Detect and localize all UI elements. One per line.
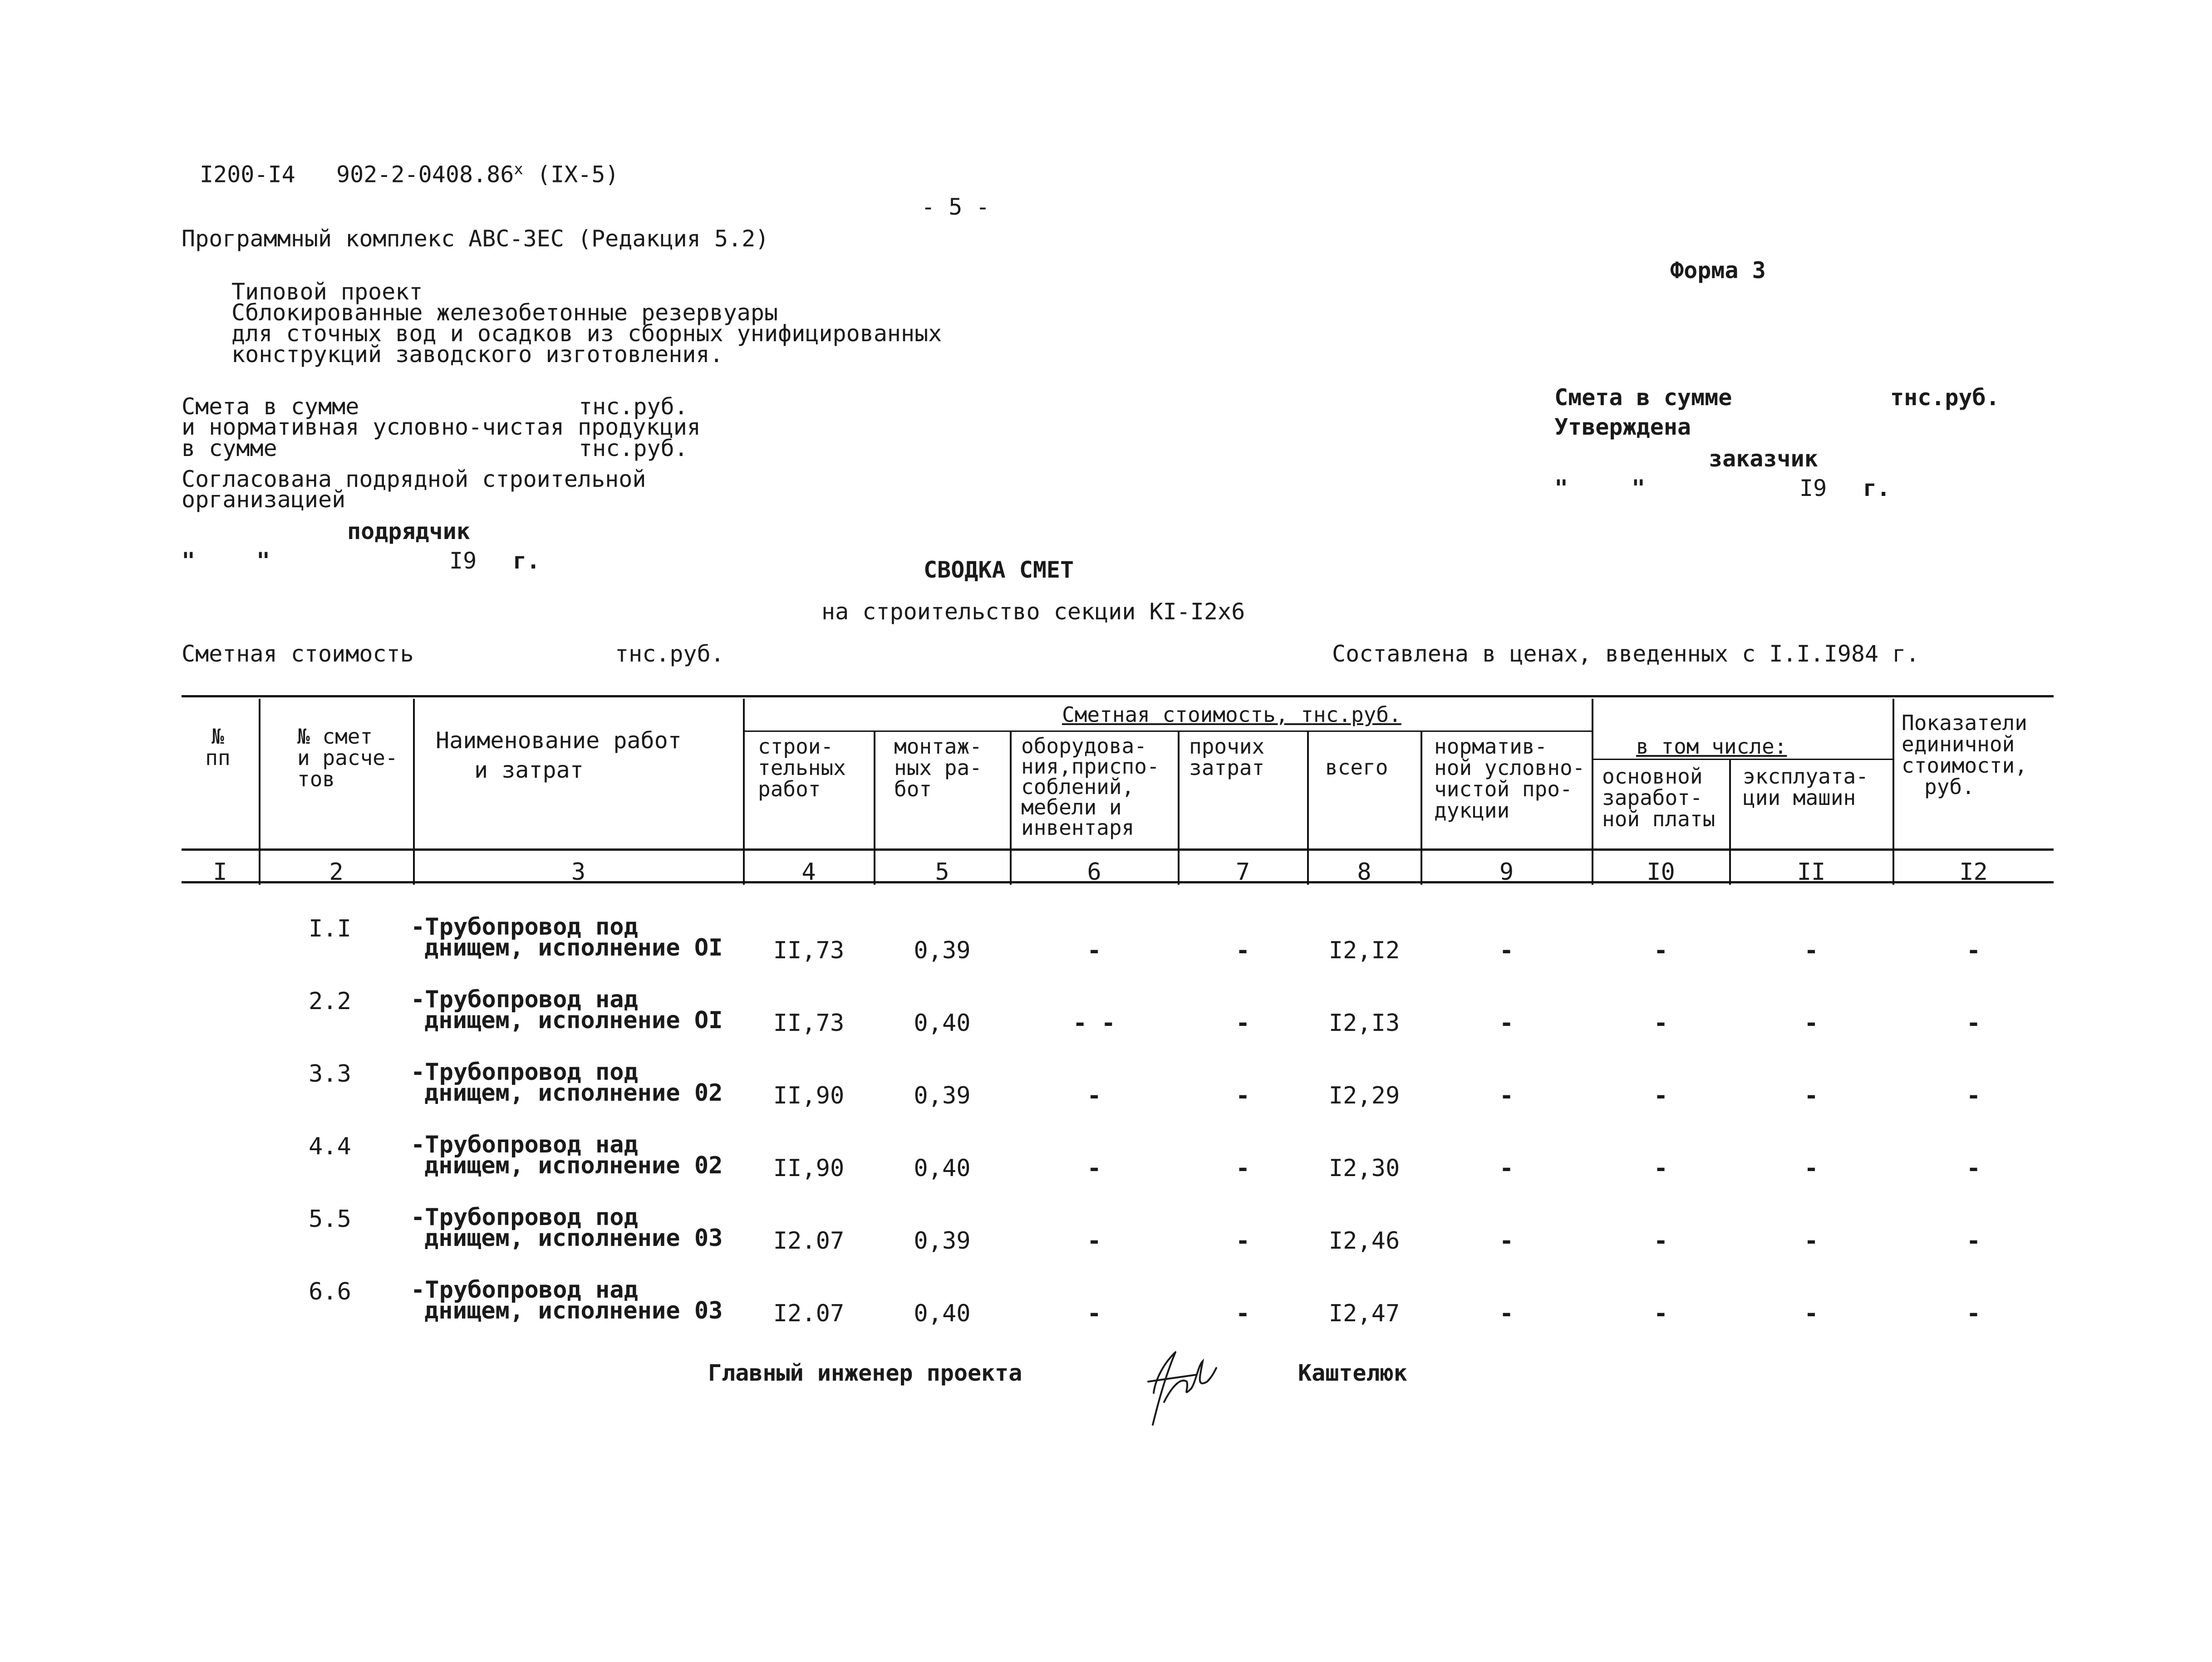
row-cell-c8: I2,46 — [1328, 1227, 1400, 1255]
row-cell-c12: - — [1966, 1300, 1981, 1327]
row-cell-c7: - — [1235, 1300, 1250, 1327]
col-divider — [1892, 699, 1894, 885]
left-year-suffix: г. — [513, 548, 541, 574]
column-number: II — [1797, 858, 1826, 886]
row-cell-c12: - — [1966, 1155, 1981, 1182]
row-cell-c8: I2,30 — [1328, 1155, 1400, 1182]
row-cell-c5: 0,39 — [914, 937, 971, 964]
right-year-suffix: г. — [1863, 475, 1891, 501]
row-cell-c6: - — [1087, 1082, 1101, 1109]
document-subtitle: на строительство секции КI-I2х6 — [821, 598, 1245, 625]
row-name-line2: днищем, исполнение 02 — [424, 1079, 723, 1107]
estimated-cost-unit: тнс.руб. — [615, 641, 724, 667]
row-name-line2: днищем, исполнение OI — [424, 934, 723, 961]
row-cell-c10: - — [1653, 1082, 1668, 1109]
form-label: Форма 3 — [1670, 257, 1766, 284]
column-number: I2 — [1959, 858, 1988, 886]
row-cell-c10: - — [1653, 937, 1668, 964]
row-cell-c12: - — [1966, 937, 1981, 964]
row-cell-c5: 0,40 — [914, 1300, 971, 1327]
column-number: 7 — [1235, 858, 1250, 886]
row-cell-c9: - — [1499, 1300, 1514, 1327]
row-cell-c4: II,73 — [773, 1010, 845, 1037]
header-col10: основной заработ- ной платы — [1602, 764, 1716, 831]
header-col8: всего — [1325, 755, 1388, 780]
row-cell-c7: - — [1235, 1082, 1250, 1109]
row-cell-c9: - — [1499, 1227, 1514, 1255]
row-name-line1: -Трубопровод над — [411, 1131, 638, 1158]
doc-code-suffix: (IX-5) — [536, 161, 619, 188]
header-incl-group: в том числе: — [1636, 734, 1787, 759]
row-number: 5.5 — [309, 1206, 351, 1233]
header-bottom-rule — [182, 848, 2054, 851]
row-cell-c12: - — [1966, 1227, 1981, 1255]
column-number: I — [213, 858, 227, 886]
row-cell-c10: - — [1653, 1010, 1668, 1037]
left-estimate-unit: тнс.руб. — [579, 393, 688, 420]
project-line: Сблокированные железобетонные резервуары — [231, 299, 778, 326]
left-quote-close: " — [256, 548, 270, 574]
row-number: I.I — [309, 915, 351, 942]
cost-group-rule — [744, 730, 1593, 732]
row-cell-c5: 0,40 — [914, 1155, 971, 1182]
doc-code — [200, 161, 619, 187]
row-cell-c8: I2,I2 — [1328, 937, 1400, 964]
row-cell-c5: 0,39 — [914, 1082, 971, 1109]
signature-image — [1121, 1338, 1221, 1429]
row-number: 6.6 — [309, 1278, 351, 1305]
chief-engineer-name: Каштелюк — [1298, 1360, 1407, 1386]
row-cell-c4: II,73 — [773, 937, 845, 964]
col-divider — [743, 699, 745, 885]
row-cell-c6: - — [1087, 1227, 1101, 1255]
estimated-cost-label: Сметная стоимость — [182, 641, 414, 667]
row-cell-c4: II,90 — [773, 1082, 845, 1109]
row-cell-c8: I2,I3 — [1328, 1010, 1400, 1037]
row-cell-c7: - — [1235, 937, 1250, 964]
header-col4: строи- тельных работ — [758, 734, 846, 801]
column-number: 9 — [1499, 858, 1514, 886]
row-cell-c4: II,90 — [773, 1155, 845, 1182]
row-cell-c6: - — [1087, 1155, 1101, 1182]
row-cell-c8: I2,29 — [1328, 1082, 1400, 1109]
project-description — [231, 279, 942, 368]
row-name-line1: -Трубопровод под — [411, 1204, 638, 1231]
doc-code-sup: x — [514, 160, 523, 178]
row-cell-c7: - — [1235, 1227, 1250, 1255]
col-divider — [1592, 699, 1593, 885]
contractor-label: подрядчик — [347, 518, 470, 544]
row-name-line2: днищем, исполнение 03 — [424, 1297, 723, 1324]
header-col3: Наименование работ и затрат — [436, 727, 682, 783]
left-quote-open: " — [182, 548, 196, 574]
row-cell-c10: - — [1653, 1155, 1668, 1182]
row-name-line1: -Трубопровод под — [411, 913, 638, 941]
column-number: 6 — [1087, 858, 1101, 886]
row-cell-c6: - — [1087, 1300, 1101, 1327]
left-year: I9 — [449, 548, 477, 574]
row-cell-c9: - — [1499, 1010, 1514, 1037]
left-estimate-sum: Смета в сумме — [182, 393, 359, 420]
row-cell-c7: - — [1235, 1010, 1250, 1037]
row-name-line2: днищем, исполнение OI — [424, 1007, 723, 1034]
project-line: конструкций заводского изготовления. — [231, 341, 723, 368]
row-cell-c11: - — [1804, 1155, 1819, 1182]
row-cell-c4: I2.07 — [773, 1227, 845, 1255]
col-divider — [259, 699, 261, 885]
column-number: 3 — [571, 858, 586, 886]
right-quote-open: " — [1554, 475, 1568, 501]
row-cell-c6: - — [1087, 937, 1101, 964]
header-col5: монтаж- ных ра- бот — [894, 734, 982, 801]
row-cell-c10: - — [1653, 1300, 1668, 1327]
row-name-line1: -Трубопровод над — [411, 986, 638, 1013]
row-cell-c12: - — [1966, 1010, 1981, 1037]
header-col11: эксплуата- ции машин — [1743, 764, 1868, 810]
row-cell-c9: - — [1499, 1155, 1514, 1182]
row-cell-c5: 0,40 — [914, 1010, 971, 1037]
row-name-line2: днищем, исполнение 03 — [424, 1225, 723, 1252]
row-name-line1: -Трубопровод под — [411, 1059, 638, 1086]
doc-code-prefix: I200-I4 — [200, 161, 295, 188]
row-cell-c9: - — [1499, 1082, 1514, 1109]
project-line: Типовой проект — [231, 279, 423, 305]
right-quote-close: " — [1632, 475, 1646, 501]
column-number: 4 — [801, 858, 816, 886]
header-col12: Показатели единичной стоимости, руб. — [1902, 711, 2027, 799]
row-cell-c8: I2,47 — [1328, 1300, 1400, 1327]
column-number: I0 — [1647, 858, 1675, 886]
row-cell-c9: - — [1499, 937, 1514, 964]
chief-engineer-label: Главный инженер проекта — [708, 1360, 1022, 1386]
row-name-line2: днищем, исполнение 02 — [424, 1152, 723, 1179]
header-col9: норматив- ной условно- чистой про- дукции — [1434, 734, 1585, 823]
page-number: - 5 - — [921, 194, 990, 220]
left-agreed-org: организацией — [182, 486, 346, 513]
prices-basis: Составлена в ценах, введенных с I.I.I984 г. — [1332, 641, 1920, 667]
row-cell-c11: - — [1804, 1082, 1819, 1109]
column-number: 2 — [329, 858, 344, 886]
program-name: Программный комплекс АВС-ЗЕС (Редакция 5.2) — [182, 226, 769, 252]
right-year: I9 — [1799, 475, 1827, 501]
approved-label: Утверждена — [1554, 414, 1691, 440]
project-line: для сточных вод и осадков из сборных унифицированных — [231, 320, 942, 347]
header-col6: оборудова- ния,приспо- соблений, мебели и инвентаря — [1021, 734, 1160, 840]
document-title: СВОДКА СМЕТ — [924, 557, 1074, 583]
left-agreed-line: Согласована подрядной строительной — [182, 466, 646, 492]
row-number: 3.3 — [309, 1060, 351, 1088]
row-cell-c4: I2.07 — [773, 1300, 845, 1327]
row-cell-c11: - — [1804, 1010, 1819, 1037]
row-name-line1: -Трубопровод над — [411, 1276, 638, 1304]
column-number: 8 — [1357, 858, 1371, 886]
row-cell-c11: - — [1804, 1227, 1819, 1255]
doc-code-number: 902-2-0408.86 — [336, 161, 514, 188]
row-cell-c11: - — [1804, 1300, 1819, 1327]
row-cell-c10: - — [1653, 1227, 1668, 1255]
row-number: 2.2 — [309, 988, 351, 1015]
left-estimate-line2: и нормативная условно-чистая продукция — [182, 414, 701, 440]
col-divider — [413, 699, 415, 885]
right-estimate-sum: Смета в сумме — [1554, 384, 1732, 411]
header-cost-group: Сметная стоимость, тнс.руб. — [1062, 702, 1401, 727]
header-col1: № пп — [205, 724, 231, 770]
row-cell-c12: - — [1966, 1082, 1981, 1109]
header-col7: прочих затрат — [1189, 734, 1265, 780]
table-top-rule — [182, 695, 2054, 697]
incl-group-rule — [1593, 759, 1892, 760]
row-cell-c6: - - — [1073, 1010, 1116, 1037]
left-estimate-line3-unit: тнс.руб. — [579, 435, 688, 461]
row-number: 4.4 — [309, 1133, 351, 1160]
right-estimate-unit: тнс.руб. — [1890, 384, 2000, 411]
column-number: 5 — [935, 858, 949, 886]
row-cell-c11: - — [1804, 937, 1819, 964]
customer-label: заказчик — [1709, 446, 1818, 472]
header-col2: № смет и расче- тов — [297, 724, 398, 791]
row-cell-c5: 0,39 — [914, 1227, 971, 1255]
left-estimate-line3: в сумме — [182, 435, 277, 461]
row-cell-c7: - — [1235, 1155, 1250, 1182]
